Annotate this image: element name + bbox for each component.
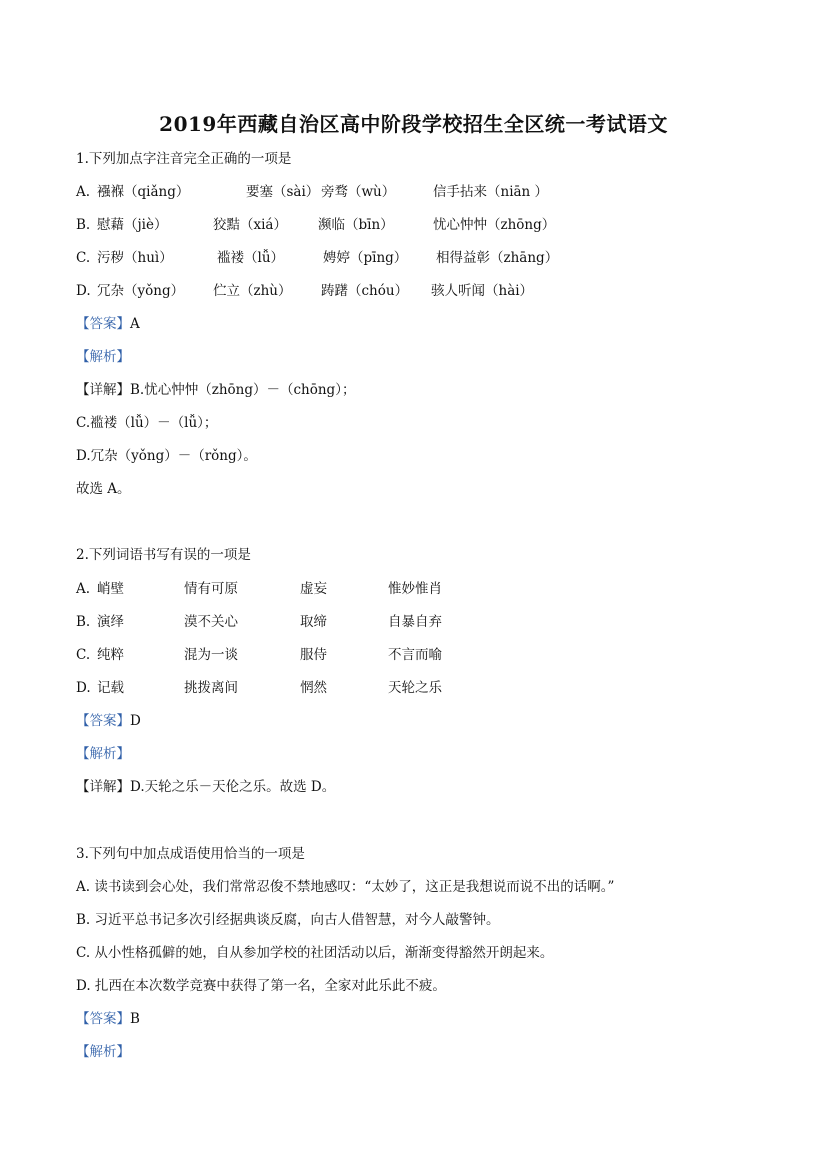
q1-stem: 1.下列加点字注音完全正确的一项是 — [76, 151, 292, 167]
q1-detail — [76, 381, 355, 399]
q2-analysis — [76, 745, 130, 763]
option-item: 服侍 — [300, 647, 327, 663]
option-item: 娉婷（pīng） — [323, 250, 408, 266]
option-item: 纯粹 — [97, 647, 124, 663]
option-item: 濒临（bīn） — [318, 217, 394, 233]
option-item: 惘然 — [300, 680, 327, 696]
option-letter: D. — [76, 283, 91, 299]
option-item: 踌躇（chóu） — [321, 283, 409, 299]
q1-detail-line: D.冗杂（yǒng）－（rǒng）。 — [76, 448, 257, 464]
q2-answer — [76, 712, 141, 730]
option-item: 旁骛（wù） — [321, 184, 396, 200]
q3-option-d: D. 扎西在本次数学竞赛中获得了第一名，全家对此乐此不疲。 — [76, 978, 446, 994]
option-letter: C. — [76, 647, 91, 663]
detail-text: B.忧心忡忡（zhōng）－（chōng）； — [130, 382, 356, 398]
option-item: 不言而喻 — [388, 647, 442, 663]
option-item: 情有可原 — [184, 581, 238, 597]
option-item: 骇人听闻（hài） — [431, 283, 534, 299]
analysis-label: 【解析】 — [76, 1044, 130, 1060]
option-item: 惟妙惟肖 — [388, 581, 442, 597]
option-item: 慰藉（jiè） — [97, 217, 168, 233]
option-letter: A. — [76, 184, 91, 200]
option-letter: B. — [76, 217, 91, 233]
answer-value: B — [130, 1011, 140, 1027]
option-item: 混为一谈 — [184, 647, 238, 663]
option-letter: C. — [76, 250, 91, 266]
q1-option-a — [76, 183, 776, 201]
option-item: 天轮之乐 — [388, 680, 442, 696]
q1-option-b — [76, 216, 776, 234]
q1-analysis — [76, 348, 130, 366]
option-item: 伫立（zhù） — [213, 283, 292, 299]
option-item: 峭壁 — [97, 581, 124, 597]
option-item: 忧心忡忡（zhōng） — [433, 217, 556, 233]
q1-detail-line: C.褴褛（lǚ）－（lǚ）； — [76, 415, 218, 431]
answer-label: 【答案】 — [76, 713, 130, 729]
q2-option-b — [76, 613, 776, 631]
option-item: 相得益彰（zhāng） — [436, 250, 559, 266]
detail-label: 【详解】 — [76, 779, 130, 795]
option-item: 取缔 — [300, 614, 327, 630]
q2-detail — [76, 778, 335, 796]
q3-option-a: A. 读书读到会心处，我们常常忍俊不禁地感叹：“太妙了，这正是我想说而说不出的话啊。” — [76, 879, 615, 895]
q2-stem: 2.下列词语书写有误的一项是 — [76, 547, 251, 563]
option-item: 漠不关心 — [184, 614, 238, 630]
q3-option-b: B. 习近平总书记多次引经据典谈反腐，向古人借智慧，对今人敲警钟。 — [76, 912, 500, 928]
page-title: 2019年西藏自治区高中阶段学校招生全区统一考试语文 — [159, 112, 668, 136]
q2-option-a — [76, 580, 776, 598]
option-item: 要塞（sài） — [246, 184, 320, 200]
option-item: 污秽（huì） — [97, 250, 173, 266]
option-item: 自暴自弃 — [388, 614, 442, 630]
answer-label: 【答案】 — [76, 1011, 130, 1027]
q2-option-d — [76, 679, 776, 697]
answer-label: 【答案】 — [76, 316, 130, 332]
q3-option-c: C. 从小性格孤僻的她，自从参加学校的社团活动以后，渐渐变得豁然开朗起来。 — [76, 945, 554, 961]
option-item: 演绎 — [97, 614, 124, 630]
option-item: 褴褛（lǚ） — [217, 250, 285, 266]
q2-option-c — [76, 646, 776, 664]
analysis-label: 【解析】 — [76, 746, 130, 762]
q3-answer — [76, 1010, 140, 1028]
option-letter: B. — [76, 614, 91, 630]
option-letter: A. — [76, 581, 91, 597]
answer-value: A — [130, 316, 140, 332]
option-item: 信手拈来（niān ） — [433, 184, 549, 200]
option-item: 冗杂（yǒng） — [97, 283, 185, 299]
analysis-label: 【解析】 — [76, 349, 130, 365]
q1-conclusion: 故选 A。 — [76, 481, 131, 497]
option-item: 襁褓（qiǎng） — [97, 184, 190, 200]
option-letter: D. — [76, 680, 91, 696]
detail-label: 【详解】 — [76, 382, 130, 398]
q1-option-c — [76, 249, 776, 267]
option-item: 挑拨离间 — [184, 680, 238, 696]
q1-option-d — [76, 282, 776, 300]
option-item: 虚妄 — [300, 581, 327, 597]
answer-value: D — [130, 713, 141, 729]
detail-text: D.天轮之乐－天伦之乐。故选 D。 — [130, 779, 336, 795]
q3-stem: 3.下列句中加点成语使用恰当的一项是 — [76, 846, 305, 862]
q1-answer — [76, 315, 140, 333]
q3-analysis — [76, 1043, 130, 1061]
option-item: 狡黠（xiá） — [213, 217, 287, 233]
option-item: 记载 — [97, 680, 124, 696]
